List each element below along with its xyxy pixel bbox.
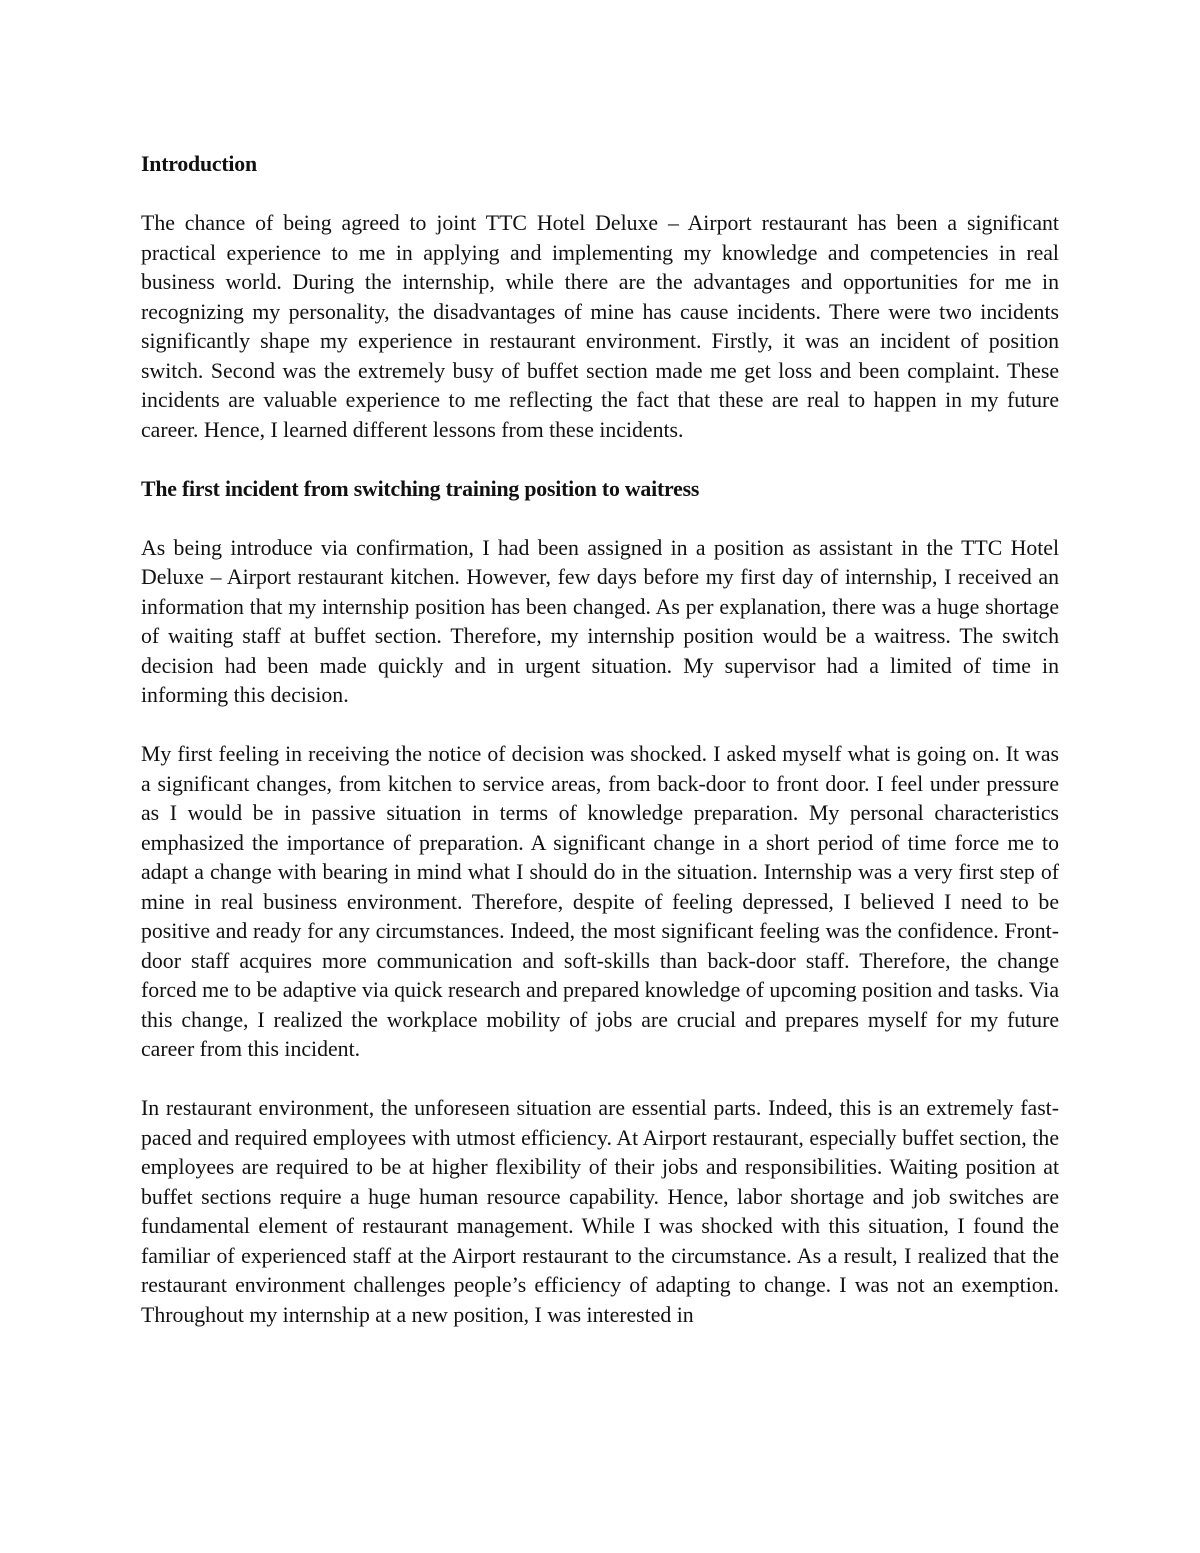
paragraph-first-incident-2: My first feeling in receiving the notice of decision was shocked. I asked myself what is going on. It was a significant changes, from kitchen to service areas, from back-door to front door. I feel under pressure as I would be in passive situation in terms of knowledge preparation. My personal characteristics emphasized the importance of preparation. A significant change in a short period of time force me to adapt a change with bearing in mind what I should do in the situation. Internship was a very first step of mine in real business environment. Therefore, despite of feeling depressed, I believed I need to be positive and ready for any circumstances. Indeed, the most significant feeling was the confidence. Front-door staff acquires more communication and soft-skills than back-door staff. Therefore, the change forced me to be adaptive via quick research and prepared knowledge of upcoming position and tasks. Via this change, I realized the workplace mobility of jobs are crucial and prepares myself for my future career from this incident. <box>141 742 1059 1061</box>
paragraph-first-incident-3: In restaurant environment, the unforeseen situation are essential parts. Indeed, this is an extremely fast-paced and required employees with utmost efficiency. At Airport restaurant, especially buffet section, the employees are required to be at higher flexibility of their jobs and responsibilities. Waiting position at buffet sections require a huge human resource capability. Hence, labor shortage and job switches are fundamental element of restaurant management. While I was shocked with this situation, I found the familiar of experienced staff at the Airport restaurant to the circumstance. As a result, I realized that the restaurant environment challenges people’s efficiency of adapting to change. I was not an exemption. Throughout my internship at a new position, I was interested in <box>141 1096 1059 1327</box>
paragraph-first-incident-1: As being introduce via confirmation, I had been assigned in a position as assistant in the TTC Hotel Deluxe – Airport restaurant kitchen. However, few days before my first day of internship, I received an information that my internship position has been changed. As per explanation, there was a huge shortage of waiting staff at buffet section. Therefore, my internship position would be a waitress. The switch decision had been made quickly and in urgent situation. My supervisor had a limited of time in informing this decision. <box>141 535 1059 707</box>
document-page <box>141 150 1059 1330</box>
section-heading-introduction: Introduction <box>141 152 257 176</box>
section-heading-first-incident: The first incident from switching training position to waitress <box>141 476 700 501</box>
paragraph-introduction: The chance of being agreed to joint TTC Hotel Deluxe – Airport restaurant has been a significant practical experience to me in applying and implementing my knowledge and competencies in real business world. During the internship, while there are the advantages and opportunities for me in recognizing my personality, the disadvantages of mine has cause incidents. There were two incidents significantly shape my experience in restaurant environment. Firstly, it was an incident of position switch. Second was the extremely busy of buffet section made me get loss and been complaint. These incidents are valuable experience to me reflecting the fact that these are real to happen in my future career. Hence, I learned different lessons from these incidents. <box>141 211 1059 442</box>
